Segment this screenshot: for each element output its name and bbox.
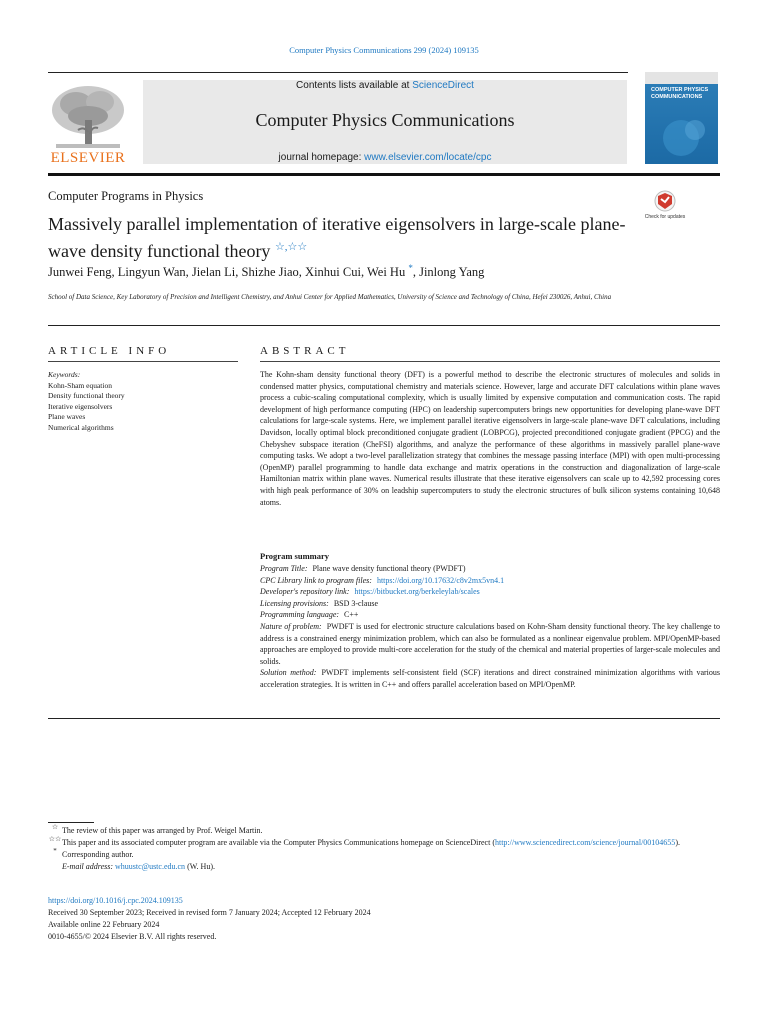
summary-row-nature — [260, 621, 720, 667]
article-title — [48, 213, 628, 263]
keyword-item: Numerical algorithms — [48, 422, 114, 432]
email-suffix: (W. Hu). — [187, 862, 215, 871]
cpc-library-link[interactable]: https://doi.org/10.17632/c8v2mx5vn4.1 — [376, 575, 505, 585]
summary-label: Licensing provisions: — [260, 598, 329, 608]
copyright: 0010-4655/© 2024 Elsevier B.V. All rights reserved. — [48, 932, 217, 941]
keyword-item: Density functional theory — [48, 391, 125, 401]
footnote-review: ☆ The review of this paper was arranged by Prof. Weigel Martin. — [51, 823, 263, 835]
summary-value: Plane wave density functional theory (PWDFT) — [312, 564, 466, 573]
abstract-divider — [260, 361, 720, 362]
cover-pattern-icon — [645, 72, 718, 164]
article-type: Computer Programs in Physics — [48, 189, 204, 203]
summary-row-repository — [260, 586, 720, 598]
check-updates-label: Check for updates — [644, 214, 686, 220]
corresponding-author-mark[interactable]: * — [408, 262, 413, 273]
summary-row-license — [260, 598, 720, 610]
homepage-prefix: journal homepage: — [278, 152, 362, 163]
check-updates-icon — [645, 190, 685, 214]
summary-label: CPC Library link to program files: — [260, 575, 372, 585]
cover-title — [651, 87, 717, 101]
journal-cover-image — [645, 72, 718, 164]
footnote-text-end: ). — [675, 838, 680, 847]
repository-link[interactable]: https://bitbucket.org/berkeleylab/scales — [354, 587, 480, 597]
article-info-heading: ARTICLE INFO — [48, 345, 171, 357]
doi-link[interactable]: https://doi.org/10.1016/j.cpc.2024.109135 — [48, 896, 183, 905]
summary-row-solution — [260, 667, 720, 690]
contents-line — [143, 80, 627, 91]
cover-title-line-1: COMPUTER PHYSICS — [651, 87, 709, 93]
footnote-email — [48, 861, 720, 873]
check-for-updates-badge[interactable] — [645, 190, 685, 232]
affiliation-divider — [48, 325, 720, 326]
summary-row-title — [260, 563, 720, 575]
keyword-item: Iterative eigensolvers — [48, 401, 113, 411]
summary-row-language — [260, 609, 720, 621]
journal-citation[interactable]: Computer Physics Communications 299 (2024) 109135 — [289, 45, 479, 55]
abstract-text: The Kohn-sham density functional theory (DFT) is a powerful method to describe the electronic structures of molecules and solids in condensed matter physics, computational chemistry and materials science. However, large and accurate DFT calculations within plane waves process a cubic-scaling computational complexity, which is usually limited by expensive computation and communication costs. The rapid development of high performance computing (HPC) on leadership supercomputers brings new opportunities for developing plane-wave DFT calculations for large-scale systems. Here, we implement parallel iterative eigensolvers in large-scale plane-wave DFT calculations, including Davidson, locally optimal block preconditioned conjugate gradient (LOBPCG), projected preconditioned conjugate gradient (PPCG) and the Chebyshev subspace iteration (CheFSI) algorithms, and analyze the performance of these algorithms in massively parallel plane-wave computing tasks. We adopt a two-level parallelization strategy that combines the message passing interface (MPI) with open multi-processing (OpenMP) parallel programming to handle data exchange and matrix operations in the construction and diagonalization of large-scale Hamiltonian matrix within plane waves. Numerical results illustrate that these iterative eigensolvers can scale up to 42,592 processing cores with high peak performance of 30% on leadship supercomputers to study the electronic structures of bulk silicon systems containing 10,648 atoms. — [260, 370, 720, 507]
program-summary — [260, 563, 720, 691]
footnotes — [48, 825, 720, 873]
abstract-heading: ABSTRACT — [260, 345, 350, 357]
summary-value: BSD 3-clause — [333, 598, 379, 608]
article-info-divider — [48, 361, 238, 362]
title-footnote-marks[interactable]: ☆,☆☆ — [274, 241, 308, 253]
summary-divider — [48, 718, 720, 719]
footnote-text: Corresponding author. — [62, 850, 134, 859]
summary-label: Program Title: — [260, 564, 308, 573]
footnote-corresponding: * Corresponding author. — [53, 847, 134, 859]
sciencedirect-link[interactable]: ScienceDirect — [412, 80, 474, 91]
elsevier-logo — [48, 80, 128, 166]
footnote-text: This paper and its associated computer program are available via the Computer Physics Communications homepage on ScienceDirect ( — [62, 838, 495, 847]
summary-label: Developer's repository link: — [260, 587, 350, 597]
available-online: Available online 22 February 2024 — [48, 920, 160, 929]
footnote-text: The review of this paper was arranged by Prof. Weigel Martin. — [62, 826, 263, 835]
journal-name: Computer Physics Communications — [255, 110, 515, 130]
authors-text: Junwei Feng, Lingyun Wan, Jielan Li, Shizhe Jiao, Xinhui Cui, Wei Hu — [48, 265, 406, 279]
keyword-item: Plane waves — [48, 412, 86, 422]
last-author: , Jinlong Yang — [412, 265, 485, 279]
article-metadata — [48, 895, 371, 943]
affiliation: School of Data Science, Key Laboratory of Precision and Intelligent Chemistry, and Anhui Center for Applied Mathematics, University of Science and Technology of China, Hefei 230026, Anhui, China — [48, 293, 612, 301]
header-rule-top — [48, 72, 628, 73]
author-list — [48, 262, 485, 280]
summary-row-library — [260, 575, 720, 587]
article-title-text: Massively parallel implementation of iterative eigensolvers in large-scale plane-wave density functional theory — [48, 214, 626, 261]
contents-prefix: Contents lists available at — [296, 80, 410, 91]
footnote-program: ☆☆This paper and its associated computer program are available via the Computer Physics Communications homepage on ScienceDirect (http://www.sciencedirect.com/science/journal/00104655). — [48, 835, 680, 847]
homepage-line — [143, 152, 627, 163]
keywords-label: Keywords: — [48, 370, 81, 379]
summary-value: PWDFT is used for electronic structure calculations based on Kohn-Sham density functional theory. The key challenge to address is a constrained energy minimization problem, which can also be formulated as a nonlinear eigenvalue problem. MPI/OpenMP-based approaches are employed to provide multi-core acceleration for the study of the chemical and material properties of larger-scale molecules and solids. — [260, 621, 720, 666]
email-label: E-mail address: — [62, 862, 114, 871]
journal-homepage-link[interactable]: www.elsevier.com/locate/cpc — [364, 152, 492, 163]
summary-value: PWDFT implements self-consistent field (SCF) iterations and direct constrained minimization algorithms with various acceleration strategies. It is written in C++ and offers parallel acceleration based on MPI/OpenMP. — [260, 668, 720, 689]
summary-label: Solution method: — [260, 668, 317, 678]
cover-title-line-2: COMMUNICATIONS — [651, 94, 703, 100]
sciencedirect-journal-link[interactable]: http://www.sciencedirect.com/science/journal/00104655 — [494, 838, 676, 847]
header-rule-bottom — [48, 173, 720, 176]
received-dates: Received 30 September 2023; Received in revised form 7 January 2024; Accepted 12 February 2024 — [48, 908, 371, 917]
program-summary-heading: Program summary — [260, 551, 330, 561]
keyword-item: Kohn-Sham equation — [48, 381, 112, 390]
summary-value: C++ — [344, 610, 359, 620]
summary-label: Nature of problem: — [260, 621, 322, 631]
summary-label: Programming language: — [260, 610, 340, 620]
keywords-list — [48, 381, 125, 433]
author-email-link[interactable]: whuustc@ustc.edu.cn — [115, 862, 186, 871]
elsevier-wordmark: ELSEVIER — [50, 150, 126, 166]
